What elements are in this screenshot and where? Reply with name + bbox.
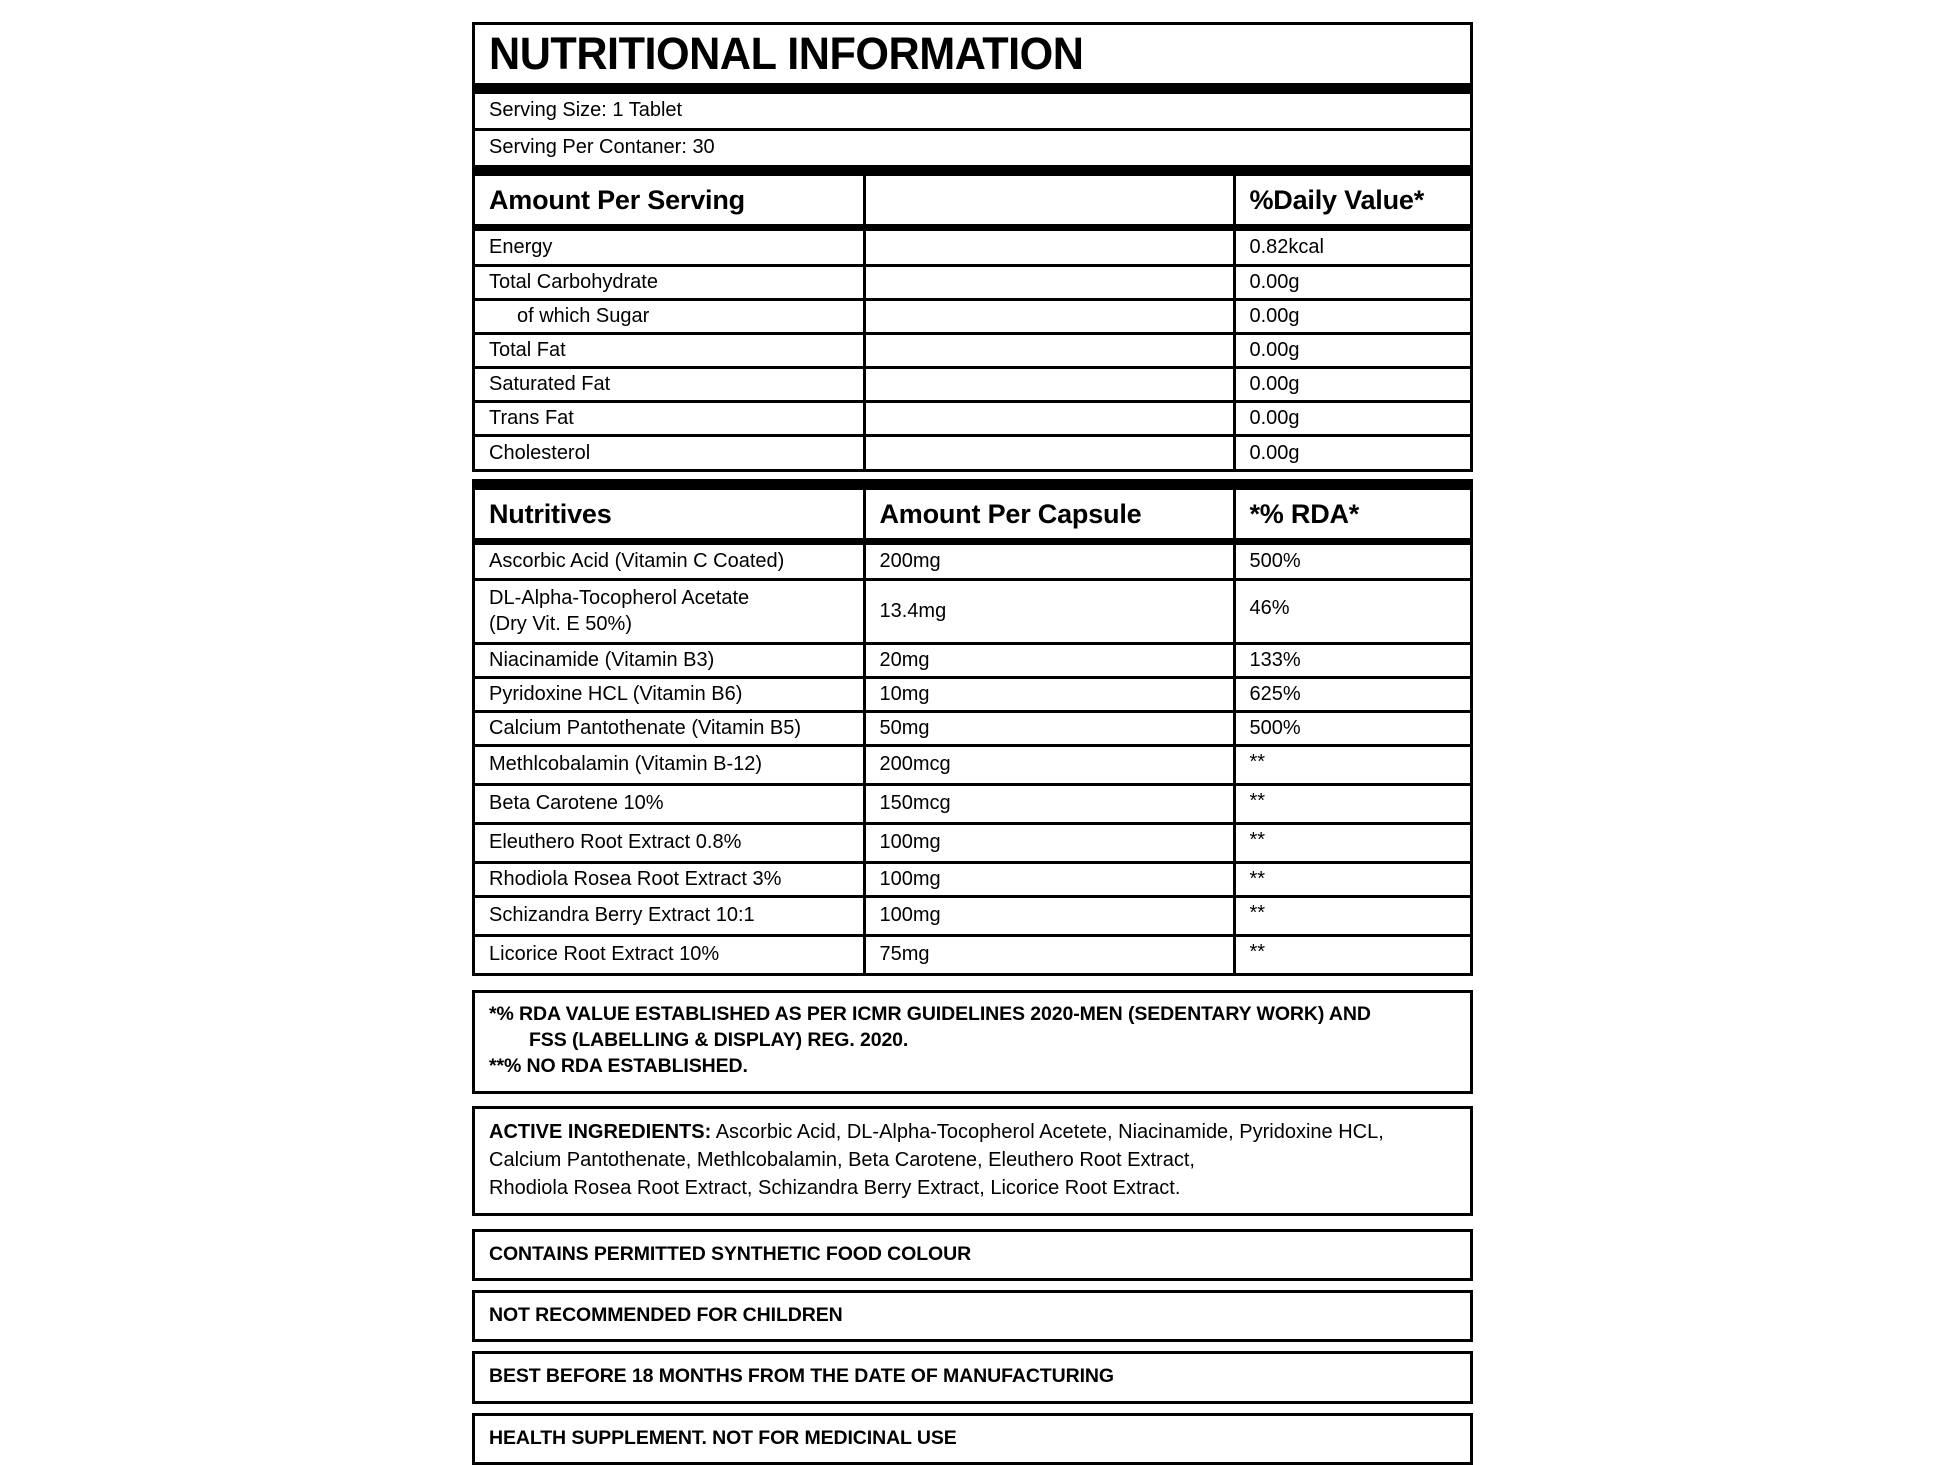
- nutrient-daily-value: 0.00g: [1234, 299, 1470, 333]
- nutritive-rda: **: [1234, 823, 1470, 862]
- nutrient-daily-value: 0.00g: [1234, 333, 1470, 367]
- nutritive-name: Ascorbic Acid (Vitamin C Coated): [489, 550, 785, 573]
- nutritive-rda: 500%: [1234, 545, 1470, 579]
- table-row: [475, 231, 1470, 265]
- table-row: [475, 401, 1470, 435]
- statement-not-for-children: NOT RECOMMENDED FOR CHILDREN: [489, 1304, 843, 1327]
- column-header-amount-per-serving: Amount Per Serving: [489, 184, 745, 215]
- statements-group: [472, 1413, 1473, 1465]
- statements-group: [472, 1229, 1473, 1281]
- nutrient-amount: [864, 299, 1234, 333]
- label-title-box: [472, 22, 1473, 83]
- table-row: [475, 823, 1470, 862]
- nutritive-amount: 200mcg: [864, 745, 1234, 784]
- serving-size-row: Serving Size: 1 Tablet: [489, 99, 683, 122]
- rda-footnote-text: [475, 993, 1470, 1091]
- page-title: NUTRITIONAL INFORMATION: [489, 28, 1084, 79]
- nutritive-amount: 100mg: [864, 862, 1234, 896]
- header-underline-bar: [475, 224, 1470, 231]
- nutrient-amount: [864, 265, 1234, 299]
- column-header-amount-per-capsule: Amount Per Capsule: [864, 490, 1234, 538]
- nutrient-name: Cholesterol: [475, 435, 864, 469]
- nutritive-name: Calcium Pantothenate (Vitamin B5): [475, 711, 864, 745]
- serving-divider-bar: [472, 165, 1473, 176]
- nutritive-name: Beta Carotene 10%: [475, 784, 864, 823]
- rda-note-line2: FSS (LABELLING & DISPLAY) REG. 2020.: [529, 1028, 909, 1051]
- nutritives-section-divider-bar: [472, 479, 1473, 490]
- nutritive-name: [475, 579, 864, 643]
- nutrient-amount: [864, 401, 1234, 435]
- active-ingredients-box: [472, 1106, 1473, 1216]
- statement-food-colour: CONTAINS PERMITTED SYNTHETIC FOOD COLOUR: [489, 1242, 972, 1265]
- nutritive-amount: 10mg: [864, 677, 1234, 711]
- nutrient-amount: [864, 367, 1234, 401]
- nutritive-amount: 150mcg: [864, 784, 1234, 823]
- nutritive-rda: **: [1234, 784, 1470, 823]
- nutrient-daily-value: 0.00g: [1234, 435, 1470, 469]
- nutritive-rda: **: [1234, 862, 1470, 896]
- nutritives-header-underline-bar: [475, 538, 1470, 545]
- nutritive-name: Eleuthero Root Extract 0.8%: [475, 823, 864, 862]
- nutritive-rda: 46%: [1234, 579, 1470, 643]
- nutrient-name: Energy: [489, 236, 553, 259]
- nutritive-amount: 100mg: [864, 896, 1234, 935]
- nutritive-rda: **: [1234, 745, 1470, 784]
- table-row: [475, 265, 1470, 299]
- nutritive-rda: 500%: [1234, 711, 1470, 745]
- statement-best-before: BEST BEFORE 18 MONTHS FROM THE DATE OF MANUFACTURING: [489, 1365, 1114, 1388]
- nutritives-table-frame: [472, 490, 1473, 976]
- active-ingredients-line3: Rhodiola Rosea Root Extract, Schizandra Berry Extract, Licorice Root Extract.: [489, 1176, 1181, 1199]
- statements-group: [472, 1351, 1473, 1403]
- nutritive-name: Methlcobalamin (Vitamin B-12): [475, 745, 864, 784]
- nutritive-rda: **: [1234, 896, 1470, 935]
- table-row: [475, 367, 1470, 401]
- table-row: [475, 896, 1470, 935]
- nutritive-rda: 133%: [1234, 643, 1470, 677]
- amount-per-serving-table-frame: [472, 176, 1473, 472]
- nutritive-rda: 625%: [1234, 677, 1470, 711]
- active-ingredients-text: [475, 1109, 1470, 1213]
- table-header-row: [475, 176, 1470, 224]
- active-ingredients-heading: ACTIVE INGREDIENTS:: [489, 1120, 712, 1143]
- nutritive-amount: 20mg: [864, 643, 1234, 677]
- active-ingredients-line1: [489, 1118, 1456, 1146]
- nutritive-name-line2: (Dry Vit. E 50%): [489, 612, 632, 635]
- nutritive-amount: 50mg: [864, 711, 1234, 745]
- nutritive-name: Licorice Root Extract 10%: [475, 935, 864, 973]
- table-row: [475, 711, 1470, 745]
- table-row: [475, 935, 1470, 973]
- nutrient-name: of which Sugar: [475, 299, 864, 333]
- nutritive-amount: 200mg: [864, 545, 1234, 579]
- column-header-daily-value: %Daily Value*: [1234, 176, 1470, 224]
- nutritive-amount: 75mg: [864, 935, 1234, 973]
- serving-per-container-row: Serving Per Contaner: 30: [475, 128, 1470, 165]
- nutritive-rda: **: [1234, 935, 1470, 973]
- table-row: [475, 545, 1470, 579]
- column-header-nutritives: Nutritives: [489, 498, 612, 529]
- rda-footnote-box: [472, 990, 1473, 1094]
- nutrition-label: [472, 22, 1473, 1465]
- table-header-row: [475, 490, 1470, 538]
- active-ingredients-line2: Calcium Pantothenate, Methlcobalamin, Beta Carotene, Eleuthero Root Extract,: [489, 1148, 1195, 1171]
- column-header-rda: *% RDA*: [1234, 490, 1470, 538]
- column-header-blank: [864, 176, 1234, 224]
- nutrient-daily-value: 0.00g: [1234, 265, 1470, 299]
- nutritive-amount: 13.4mg: [864, 579, 1234, 643]
- nutritive-name: Pyridoxine HCL (Vitamin B6): [475, 677, 864, 711]
- nutrient-amount: [864, 231, 1234, 265]
- nutritive-name: Rhodiola Rosea Root Extract 3%: [475, 862, 864, 896]
- nutrient-name: Total Fat: [475, 333, 864, 367]
- nutrient-name: Total Carbohydrate: [475, 265, 864, 299]
- nutrient-amount: [864, 435, 1234, 469]
- nutritives-table-header: [475, 490, 1470, 538]
- table-row: [475, 643, 1470, 677]
- statement-health-supplement: HEALTH SUPPLEMENT. NOT FOR MEDICINAL USE: [489, 1426, 957, 1449]
- nutrient-daily-value: 0.00g: [1234, 401, 1470, 435]
- table-row: [475, 333, 1470, 367]
- table-row: [475, 677, 1470, 711]
- nutritive-name: Schizandra Berry Extract 10:1: [475, 896, 864, 935]
- amount-per-serving-table: [475, 176, 1470, 224]
- table-row: [475, 745, 1470, 784]
- table-row: [475, 784, 1470, 823]
- nutritive-amount: 100mg: [864, 823, 1234, 862]
- nutritive-name-line1: DL-Alpha-Tocopherol Acetate: [489, 586, 750, 609]
- nutrient-daily-value: 0.82kcal: [1234, 231, 1470, 265]
- table-row: [475, 299, 1470, 333]
- nutrient-name: Saturated Fat: [475, 367, 864, 401]
- active-ingredients-line1-rest: Ascorbic Acid, DL-Alpha-Tocopherol Acetete, Niacinamide, Pyridoxine HCL,: [711, 1120, 1384, 1143]
- table-row: [475, 862, 1470, 896]
- nutritive-name: Niacinamide (Vitamin B3): [475, 643, 864, 677]
- rda-note-line1: *% RDA VALUE ESTABLISHED AS PER ICMR GUIDELINES 2020-MEN (SEDENTARY WORK) AND: [489, 1002, 1371, 1025]
- rda-note-line3: **% NO RDA ESTABLISHED.: [489, 1054, 748, 1077]
- statements-group: [472, 1290, 1473, 1342]
- nutritives-table-body: [475, 545, 1470, 973]
- serving-info-group: [472, 94, 1473, 165]
- nutrient-amount: [864, 333, 1234, 367]
- table-row: [475, 435, 1470, 469]
- nutrient-daily-value: 0.00g: [1234, 367, 1470, 401]
- amount-per-serving-body: [475, 231, 1470, 469]
- title-divider-bar: [472, 83, 1473, 94]
- table-row: [475, 579, 1470, 643]
- nutrient-name: Trans Fat: [475, 401, 864, 435]
